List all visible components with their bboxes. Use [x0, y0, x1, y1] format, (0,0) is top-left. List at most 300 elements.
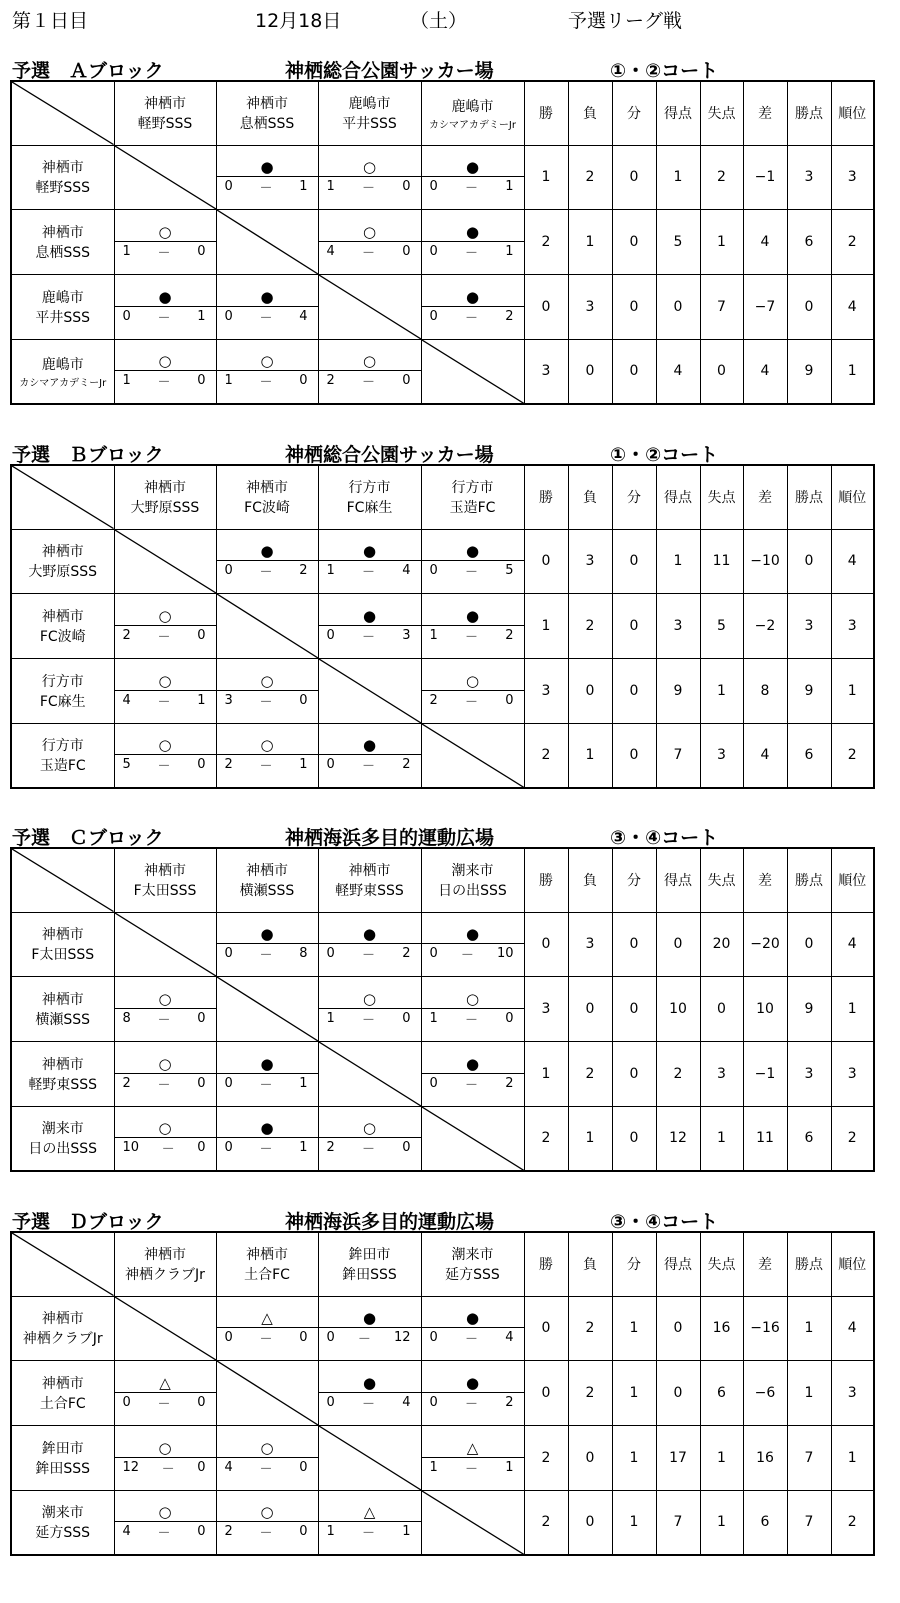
stat-value: 7	[656, 1490, 700, 1555]
stat-value: 11	[700, 529, 743, 593]
stat-value: 0	[612, 1106, 656, 1171]
row-team	[11, 339, 114, 404]
stat-header: 得点	[656, 1232, 700, 1296]
result-mark: ●	[260, 925, 274, 943]
stat-value: 0	[612, 145, 656, 209]
goals-against: 0	[505, 692, 514, 708]
stat-value: 16	[700, 1296, 743, 1360]
stat-value: 1	[700, 658, 743, 723]
goals-for: 0	[326, 946, 335, 961]
stat-value: 9	[787, 658, 831, 723]
venue-name: 神栖総合公園サッカー場	[285, 60, 494, 82]
stat-value: 20	[700, 912, 743, 976]
team-city: 神栖市	[246, 1247, 288, 1264]
match-score	[319, 1137, 421, 1157]
stat-header: 負	[568, 81, 612, 145]
header-team	[216, 848, 318, 912]
stat-value: 1	[700, 209, 743, 274]
row-team	[11, 723, 114, 788]
stat-value: 3	[831, 593, 874, 658]
result-mark: ○	[362, 158, 377, 176]
team-city: 神栖市	[144, 96, 186, 113]
team-name: 日の出SSS	[28, 1141, 98, 1158]
self-match-cell	[216, 209, 318, 274]
stat-header: 分	[612, 848, 656, 912]
score-dash: －	[460, 948, 474, 963]
team-name: 玉造FC	[39, 758, 86, 775]
self-match-cell	[114, 145, 216, 209]
stat-value: −6	[743, 1360, 787, 1425]
match-result-cell	[216, 1296, 318, 1360]
stat-header: 差	[743, 1232, 787, 1296]
stat-value: 1	[568, 1106, 612, 1171]
self-match-cell	[421, 1106, 524, 1171]
stat-value: 3	[700, 1041, 743, 1106]
match-result-cell	[216, 1041, 318, 1106]
self-match-cell	[421, 339, 524, 404]
goals-against: 1	[505, 179, 514, 194]
block-title-row	[10, 436, 890, 464]
stat-value: 1	[831, 339, 874, 404]
stat-value: 7	[787, 1425, 831, 1490]
match-result-cell	[421, 1041, 524, 1106]
goals-against: 0	[402, 1010, 411, 1026]
match-result-cell	[421, 912, 524, 976]
team-row	[11, 912, 874, 976]
score-dash: －	[157, 375, 171, 391]
goals-against: 1	[505, 1459, 514, 1475]
result-mark: ○	[362, 352, 377, 371]
header-team	[216, 81, 318, 145]
goals-against: 0	[402, 179, 411, 194]
header-team	[114, 1232, 216, 1296]
team-city: 鹿嶋市	[451, 98, 494, 115]
team-name: 延方SSS	[445, 1267, 500, 1284]
self-match-cell	[318, 1425, 421, 1490]
stat-value: 6	[700, 1360, 743, 1425]
match-result-cell	[318, 912, 421, 976]
stat-value: 4	[831, 529, 874, 593]
team-city: 神栖市	[41, 927, 84, 943]
match-score	[422, 1008, 524, 1028]
score-dash: －	[259, 375, 273, 391]
goals-for: 1	[326, 1010, 335, 1026]
row-team	[11, 1360, 114, 1425]
match-result-cell	[318, 723, 421, 788]
stat-value: 3	[700, 723, 743, 788]
match-result-cell	[114, 339, 216, 404]
goals-for: 0	[326, 1394, 335, 1410]
stat-value: 6	[787, 723, 831, 788]
score-dash: －	[259, 694, 273, 710]
goals-against: 0	[402, 243, 411, 259]
match-score	[115, 1008, 216, 1028]
result-mark: ○	[260, 671, 274, 690]
standings-table	[10, 847, 875, 1172]
goals-against: 0	[197, 1524, 206, 1540]
score-dash: －	[259, 1332, 273, 1347]
score-dash: －	[157, 759, 171, 775]
stat-value: 2	[568, 1041, 612, 1106]
team-row	[11, 1041, 874, 1106]
day-label: 第１日目	[12, 10, 89, 32]
row-team	[11, 1296, 114, 1360]
stat-value: 1	[568, 723, 612, 788]
stat-value: −1	[743, 1041, 787, 1106]
team-name: FC波崎	[39, 628, 86, 645]
stat-value: 4	[656, 339, 700, 404]
block-name: 予選 Ｃブロック	[12, 827, 164, 849]
score-dash: －	[464, 310, 478, 326]
row-team	[11, 209, 114, 274]
stat-value: 9	[787, 339, 831, 404]
venue-name: 神栖海浜多目的運動広場	[285, 1211, 495, 1233]
result-mark: ●	[465, 1309, 480, 1327]
match-result-cell	[318, 1106, 421, 1171]
match-result-cell	[114, 593, 216, 658]
score-dash: －	[361, 375, 375, 391]
score-dash: －	[259, 181, 273, 196]
stat-value: −2	[743, 593, 787, 658]
stat-value: 1	[568, 209, 612, 274]
goals-against: 0	[197, 1140, 206, 1156]
page-header	[12, 6, 900, 34]
goals-against: 0	[197, 627, 206, 643]
stat-value: 1	[612, 1296, 656, 1360]
match-result-cell	[421, 1360, 524, 1425]
corner-cell	[11, 848, 114, 912]
team-city: 神栖市	[144, 480, 186, 497]
stat-value: 5	[656, 209, 700, 274]
goals-against: 1	[402, 1524, 411, 1540]
self-match-cell	[318, 658, 421, 723]
score-dash: －	[464, 181, 478, 196]
match-result-cell	[318, 1490, 421, 1555]
team-name: FC麻生	[346, 500, 393, 517]
goals-for: 4	[326, 243, 335, 259]
goals-for: 0	[326, 1330, 335, 1345]
match-result-cell	[114, 658, 216, 723]
goals-for: 1	[429, 627, 438, 643]
row-team	[11, 1490, 114, 1555]
match-score	[115, 1073, 216, 1093]
stat-header: 得点	[656, 848, 700, 912]
result-mark: ●	[465, 606, 480, 625]
goals-for: 0	[429, 1330, 438, 1345]
stat-value: 0	[612, 274, 656, 339]
score-dash: －	[161, 1461, 175, 1477]
stat-value: 1	[700, 1106, 743, 1171]
goals-against: 2	[299, 563, 308, 578]
match-score	[217, 306, 318, 326]
goals-for: 2	[122, 1075, 131, 1091]
stat-header: 差	[743, 465, 787, 529]
team-name: 土合FC	[39, 1395, 86, 1412]
match-result-cell	[318, 145, 421, 209]
score-dash: －	[361, 948, 375, 963]
stat-value: 1	[612, 1490, 656, 1555]
goals-for: 3	[224, 692, 233, 708]
score-dash: －	[259, 565, 273, 580]
match-result-cell	[421, 145, 524, 209]
header-row	[11, 81, 874, 145]
team-name: 軽野SSS	[137, 116, 193, 133]
goals-against: 4	[402, 1394, 411, 1410]
stat-value: 10	[743, 976, 787, 1041]
stat-header: 差	[743, 81, 787, 145]
self-match-cell	[114, 529, 216, 593]
stat-value: 0	[568, 339, 612, 404]
team-name: カシマアカデミーJr	[429, 119, 516, 131]
stat-value: 0	[524, 912, 568, 976]
stat-header: 得点	[656, 81, 700, 145]
match-score	[319, 1008, 421, 1028]
result-mark: ○	[260, 1503, 274, 1522]
match-result-cell	[318, 976, 421, 1041]
goals-against: 5	[505, 563, 514, 578]
team-city: 鹿嶋市	[41, 356, 84, 373]
stat-value: 0	[568, 1490, 612, 1555]
result-mark: ●	[465, 542, 480, 560]
goals-for: 0	[429, 1075, 438, 1091]
score-dash: －	[259, 1526, 273, 1542]
score-dash: －	[157, 694, 171, 710]
team-city: 潮来市	[451, 1247, 494, 1264]
score-dash: －	[361, 629, 375, 645]
match-result-cell	[216, 912, 318, 976]
stat-value: 0	[612, 339, 656, 404]
team-city: 潮来市	[41, 1505, 84, 1522]
team-name: F太田SSS	[133, 883, 197, 900]
stat-value: 2	[524, 723, 568, 788]
match-score	[319, 754, 421, 774]
score-dash: －	[361, 181, 375, 196]
stat-header: 勝	[524, 848, 568, 912]
score-dash: －	[259, 759, 273, 775]
team-city: 神栖市	[41, 1375, 84, 1392]
goals-against: 1	[299, 1140, 308, 1156]
score-dash: －	[259, 1077, 273, 1093]
goals-for: 5	[122, 757, 131, 773]
stat-value: 3	[524, 658, 568, 723]
stat-value: 2	[568, 145, 612, 209]
stat-value: 0	[787, 274, 831, 339]
match-score	[422, 1327, 524, 1347]
stat-value: 1	[700, 1490, 743, 1555]
score-dash: －	[157, 310, 171, 326]
score-dash: －	[464, 1332, 478, 1347]
header-team	[318, 1232, 421, 1296]
result-mark: ●	[465, 1054, 480, 1073]
stat-value: 2	[524, 1106, 568, 1171]
team-city: 神栖市	[41, 1056, 84, 1073]
stat-header: 失点	[700, 848, 743, 912]
stat-value: −1	[743, 145, 787, 209]
team-name: 平井SSS	[342, 116, 397, 133]
goals-against: 0	[505, 1010, 514, 1026]
goals-against: 4	[402, 563, 411, 578]
match-score	[422, 176, 524, 196]
result-mark: ●	[465, 925, 480, 943]
result-mark: ○	[158, 1119, 172, 1138]
stat-value: 4	[743, 339, 787, 404]
score-dash: －	[464, 1396, 478, 1412]
match-score	[217, 176, 318, 196]
goals-for: 2	[326, 373, 335, 389]
match-score	[422, 241, 524, 261]
match-score	[319, 943, 421, 963]
stat-value: 0	[612, 658, 656, 723]
team-name: 土合FC	[244, 1267, 290, 1284]
stat-value: 12	[656, 1106, 700, 1171]
team-city: 潮来市	[41, 1121, 84, 1138]
weekday-label: （土）	[410, 10, 468, 32]
stat-header: 負	[568, 848, 612, 912]
goals-against: 0	[197, 1075, 206, 1091]
team-city: 行方市	[41, 673, 84, 690]
goals-for: 2	[224, 757, 233, 773]
result-mark: ●	[465, 287, 480, 306]
match-result-cell	[421, 1296, 524, 1360]
row-team	[11, 976, 114, 1041]
stat-value: 1	[524, 1041, 568, 1106]
match-result-cell	[114, 976, 216, 1041]
stat-value: 1	[656, 145, 700, 209]
result-mark: ●	[362, 736, 377, 755]
result-mark: ○	[260, 352, 274, 371]
match-score	[422, 1073, 524, 1093]
block-name: 予選 Ｂブロック	[12, 444, 164, 466]
match-score	[319, 1521, 421, 1541]
goals-for: 0	[224, 1330, 233, 1345]
header-team	[421, 848, 524, 912]
match-score	[115, 625, 216, 645]
stat-value: 1	[524, 145, 568, 209]
match-score	[422, 1392, 524, 1412]
team-row	[11, 274, 874, 339]
team-name: 大野原SSS	[28, 564, 98, 580]
team-name: 軽野東SSS	[335, 883, 404, 900]
result-mark: △	[466, 1438, 479, 1457]
result-mark: ●	[362, 606, 377, 625]
team-name: 神栖クラブJr	[125, 1267, 205, 1284]
team-row	[11, 723, 874, 788]
goals-against: 10	[496, 946, 514, 961]
match-score	[319, 370, 421, 390]
team-city: 鹿嶋市	[41, 289, 84, 306]
stat-value: 9	[656, 658, 700, 723]
result-mark: ●	[260, 158, 274, 176]
goals-against: 2	[505, 1075, 514, 1091]
team-row	[11, 658, 874, 723]
team-row	[11, 1296, 874, 1360]
row-team	[11, 274, 114, 339]
goals-against: 12	[393, 1330, 411, 1345]
stat-value: 0	[656, 1296, 700, 1360]
match-score	[319, 1327, 421, 1347]
corner-cell	[11, 1232, 114, 1296]
goals-for: 1	[122, 373, 131, 389]
court-name: ③・④コート	[610, 827, 719, 849]
stat-value: 0	[700, 976, 743, 1041]
stat-value: 0	[612, 1041, 656, 1106]
stat-value: 1	[787, 1296, 831, 1360]
result-mark: ○	[158, 222, 172, 241]
team-city: 神栖市	[41, 991, 84, 1008]
block-title-row	[10, 819, 890, 847]
date-label: 12月18日	[255, 10, 342, 32]
match-result-cell	[114, 1041, 216, 1106]
stat-value: 2	[831, 1106, 874, 1171]
stat-value: 0	[568, 1425, 612, 1490]
stat-value: 7	[700, 274, 743, 339]
score-dash: －	[157, 245, 171, 261]
match-score	[319, 1392, 421, 1412]
self-match-cell	[421, 1490, 524, 1555]
team-name: 鉾田SSS	[35, 1460, 91, 1477]
league-block	[10, 819, 890, 1172]
team-name: FC波崎	[244, 500, 290, 517]
team-name: 鉾田SSS	[342, 1267, 397, 1284]
result-mark: △	[363, 1503, 376, 1522]
result-mark: ●	[158, 287, 172, 306]
result-mark: ○	[158, 1438, 172, 1457]
stat-value: 10	[656, 976, 700, 1041]
stat-value: 1	[831, 976, 874, 1041]
score-dash: －	[464, 565, 478, 580]
stat-value: 2	[656, 1041, 700, 1106]
goals-for: 12	[122, 1459, 140, 1475]
block-title-row	[10, 52, 890, 80]
team-name: 大野原SSS	[130, 500, 200, 517]
match-result-cell	[421, 529, 524, 593]
team-name: 日の出SSS	[438, 883, 507, 900]
self-match-cell	[318, 274, 421, 339]
header-team	[421, 81, 524, 145]
match-score	[115, 306, 216, 326]
stat-value: 0	[568, 658, 612, 723]
team-city: 鉾田市	[348, 1247, 391, 1264]
header-row	[11, 848, 874, 912]
stat-value: 1	[524, 593, 568, 658]
stat-value: 2	[831, 209, 874, 274]
score-dash: －	[357, 1332, 371, 1347]
team-city: 神栖市	[348, 863, 391, 880]
team-name: カシマアカデミーJr	[19, 377, 107, 389]
stat-value: 7	[787, 1490, 831, 1555]
row-team	[11, 529, 114, 593]
goals-for: 0	[429, 946, 438, 961]
stat-value: 0	[612, 976, 656, 1041]
goals-against: 0	[197, 757, 206, 773]
header-team	[421, 1232, 524, 1296]
match-result-cell	[318, 1296, 421, 1360]
team-name: 軽野東SSS	[28, 1076, 98, 1093]
score-dash: －	[464, 1461, 478, 1477]
stat-value: 4	[743, 723, 787, 788]
header-team	[216, 465, 318, 529]
goals-for: 0	[326, 757, 335, 773]
header-team	[114, 81, 216, 145]
stat-header: 差	[743, 848, 787, 912]
result-mark: ●	[362, 1309, 377, 1327]
header-team	[114, 465, 216, 529]
stat-value: 3	[656, 593, 700, 658]
stat-value: 3	[524, 976, 568, 1041]
stat-header: 勝	[524, 81, 568, 145]
header-row	[11, 1232, 874, 1296]
match-score	[319, 241, 421, 261]
